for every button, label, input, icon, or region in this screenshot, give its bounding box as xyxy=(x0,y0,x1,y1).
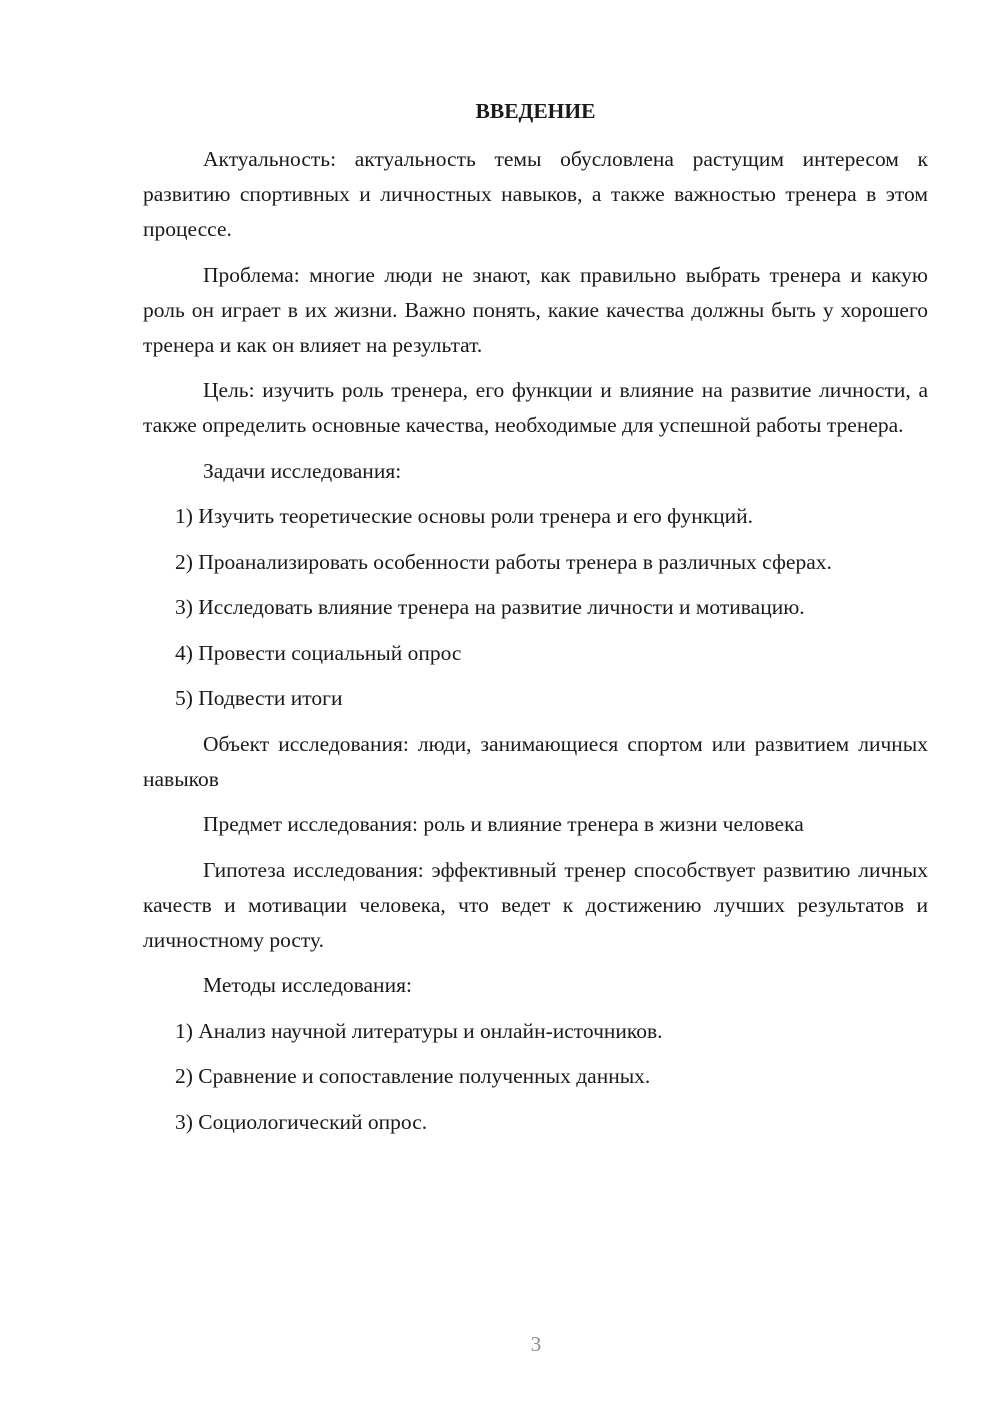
object-paragraph: Объект исследования: люди, занимающиеся спортом или развитием личных навыков xyxy=(143,731,928,791)
hypothesis-paragraph: Гипотеза исследования: эффективный тренер способствует развитию личных качеств и мотивации человека, что ведет к достижению лучших результатов и личностному росту. xyxy=(143,857,928,952)
goal-paragraph: Цель: изучить роль тренера, его функции и влияние на развитие личности, а также определить основные качества, необходимые для успешной работы тренера. xyxy=(143,378,928,437)
subject-paragraph: Предмет исследования: роль и влияние тренера в жизни человека xyxy=(203,812,804,836)
task-item-1: 1) Изучить теоретические основы роли тренера и его функций. xyxy=(175,504,754,528)
problem-paragraph: Проблема: многие люди не знают, как правильно выбрать тренера и какую роль он играет в их жизни. Важно понять, какие качества должны быть у хорошего тренера и как он влияет на результат. xyxy=(143,262,928,357)
tasks-heading: Задачи исследования: xyxy=(203,458,402,483)
page-content xyxy=(143,94,928,1150)
page-number: 3 xyxy=(530,1332,542,1356)
relevance-paragraph: Актуальность: актуальность темы обусловлена растущим интересом к развитию спортивных и личностных навыков, а также важностью тренера в этом процессе. xyxy=(143,147,928,241)
task-item-2: 2) Проанализировать особенности работы тренера в различных сферах. xyxy=(175,549,832,574)
task-item-4: 4) Провести социальный опрос xyxy=(175,640,462,665)
method-item-1: 1) Анализ научной литературы и онлайн-источников. xyxy=(175,1018,663,1043)
methods-heading: Методы исследования: xyxy=(203,973,412,997)
method-item-2: 2) Сравнение и сопоставление полученных данных. xyxy=(175,1064,651,1088)
task-item-5: 5) Подвести итоги xyxy=(175,686,343,710)
task-item-3: 3) Исследовать влияние тренера на развитие личности и мотивацию. xyxy=(175,595,805,619)
method-item-3: 3) Социологический опрос. xyxy=(175,1109,428,1134)
section-title: ВВЕДЕНИЕ xyxy=(475,99,596,123)
